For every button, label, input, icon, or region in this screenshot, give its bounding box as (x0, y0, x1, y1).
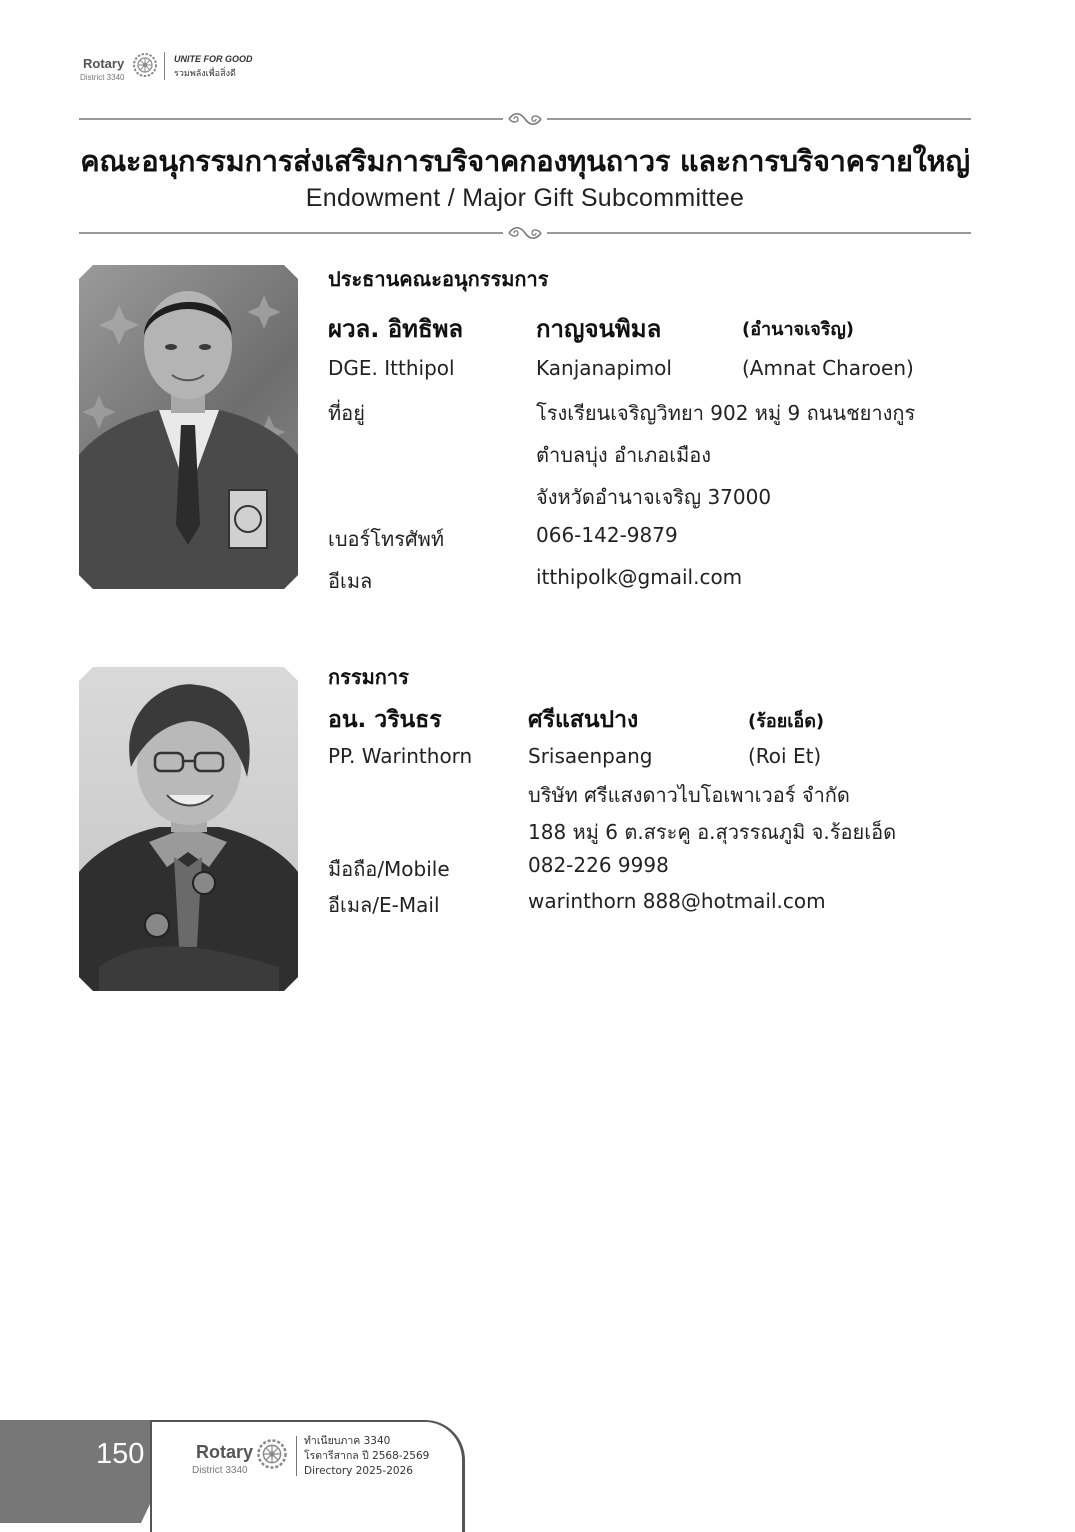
member-photo-chairman (79, 265, 298, 589)
address-line: บริษัท ศรีแสงดาวไบโอเพาเวอร์ จำกัด (528, 783, 850, 807)
footer-directory-line: ทำเนียบภาค 3340 (304, 1435, 391, 1447)
ornament-icon (506, 224, 544, 242)
portrait-silhouette (79, 265, 298, 589)
phone-value: 066-142-9879 (536, 523, 678, 547)
portrait-silhouette (79, 667, 298, 991)
bottom-rule-left (79, 232, 503, 234)
page-title-english: Endowment / Major Gift Subcommittee (305, 184, 745, 212)
email-label: อีเมล/E-Mail (328, 893, 440, 917)
member-photo-committee (79, 667, 298, 991)
address-line: จังหวัดอำนาจเจริญ 37000 (536, 485, 772, 509)
rotary-wordmark: Rotary (83, 56, 125, 71)
address-line: 188 หมู่ 6 ต.สระคู อ.สุวรรณภูมิ จ.ร้อยเอ็ด (528, 820, 897, 844)
mobile-label: มือถือ/Mobile (328, 857, 450, 881)
page-number: 150 (96, 1438, 145, 1470)
footer-directory-line: โรตารีสากล ปี 2568-2569 (304, 1450, 430, 1462)
footer-district-label: District 3340 (192, 1465, 248, 1476)
bottom-rule-right (547, 232, 971, 234)
member-surname-thai: กาญจนพิมล (536, 315, 662, 343)
member-club-thai: (ร้อยเอ็ด) (748, 711, 825, 732)
ornament-icon (506, 110, 544, 128)
address-line: โรงเรียนเจริญวิทยา 902 หมู่ 9 ถนนชยางกูร (536, 401, 916, 425)
member-club-english: (Amnat Charoen) (742, 356, 914, 380)
email-link[interactable]: itthipolk@gmail.com (536, 565, 743, 589)
address-line: ตำบลบุ่ง อำเภอเมือง (536, 443, 712, 467)
header-logo (80, 50, 280, 84)
member-name-thai: ผวล. อิทธิพล (328, 315, 464, 343)
member-club-thai: (อำนาจเจริญ) (742, 319, 855, 340)
footer-band (0, 1420, 140, 1523)
phone-label: เบอร์โทรศัพท์ (328, 527, 445, 551)
member-surname-english: Srisaenpang (528, 744, 653, 768)
logo-divider (164, 52, 165, 80)
member-surname-thai: ศรีแสนปาง (528, 707, 639, 733)
top-rule-right (547, 118, 971, 120)
member-name-thai: อน. วรินธร (328, 707, 442, 733)
member-name-english: DGE. Itthipol (328, 356, 455, 380)
footer-divider (296, 1436, 297, 1476)
district-label: District 3340 (80, 73, 125, 82)
footer-logo (190, 1435, 450, 1485)
mobile-value: 082-226 9998 (528, 853, 669, 877)
footer-rotary-wordmark: Rotary (196, 1442, 254, 1462)
address-label: ที่อยู่ (328, 401, 365, 425)
rotary-wheel-icon (256, 1438, 288, 1470)
tagline-th: รวมพลังเพื่อสิ่งดี (174, 69, 236, 79)
member-club-english: (Roi Et) (748, 744, 822, 768)
footer-directory-line: Directory 2025-2026 (304, 1465, 413, 1477)
member-role: ประธานคณะอนุกรรมการ (328, 267, 549, 291)
email-link[interactable]: warinthorn 888@hotmail.com (528, 889, 826, 913)
page-title-thai: คณะอนุกรรมการส่งเสริมการบริจาคกองทุนถาวร และการบริจาครายใหญ่ (80, 144, 970, 178)
top-rule-left (79, 118, 503, 120)
member-name-english: PP. Warinthorn (328, 744, 473, 768)
email-label: อีเมล (328, 569, 373, 593)
tagline-en: UNITE FOR GOOD (174, 54, 253, 64)
rotary-wheel-icon (132, 52, 158, 78)
member-surname-english: Kanjanapimol (536, 356, 672, 380)
member-role: กรรมการ (328, 665, 409, 689)
